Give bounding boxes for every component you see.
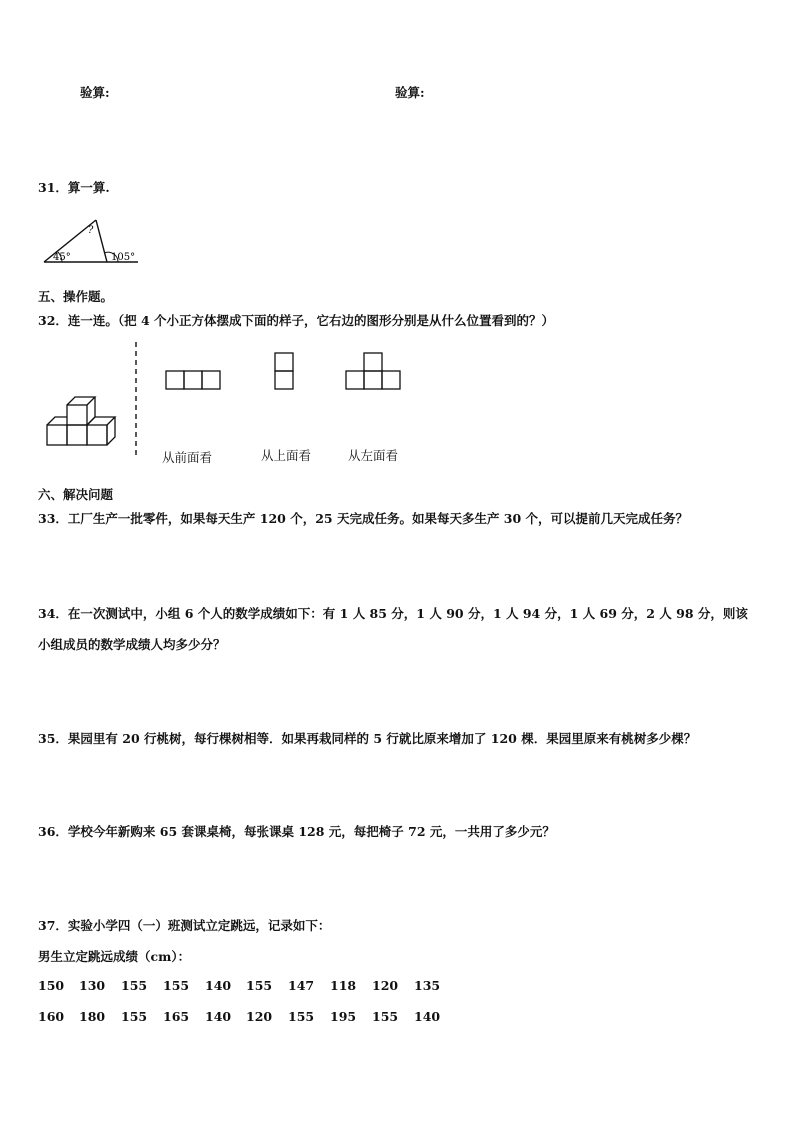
- score-value: 155: [372, 1009, 399, 1024]
- q33-text: 33．工厂生产一批零件，如果每天生产 120 个，25 天完成任务。如果每天多生产 30 个，可以提前几天完成任务？: [38, 511, 689, 526]
- cube-arrangement-figure: [46, 386, 126, 446]
- score-value: 155: [288, 1009, 315, 1024]
- score-value: 155: [121, 978, 148, 993]
- score-value: 140: [205, 978, 232, 993]
- score-value: 147: [288, 978, 315, 993]
- score-value: 120: [372, 978, 399, 993]
- section5-title: 五、操作题。: [38, 289, 114, 304]
- section6-title: 六、解决问题: [38, 487, 114, 502]
- score-value: 135: [414, 978, 441, 993]
- q37-subtitle: 男生立定跳远成绩（cm）：: [38, 949, 191, 964]
- score-value: 180: [79, 1009, 106, 1024]
- view-shape-t-shape: [345, 352, 403, 390]
- score-value: 150: [38, 978, 65, 993]
- score-value: 165: [163, 1009, 190, 1024]
- q34-text-line2: 小组成员的数学成绩人均多少分？: [38, 637, 226, 652]
- score-value: 155: [121, 1009, 148, 1024]
- scores-row-2: [0, 1009, 794, 1029]
- score-value: 155: [163, 978, 190, 993]
- scores-row-1: [0, 978, 794, 998]
- view-label-front: 从前面看: [162, 450, 213, 465]
- score-value: 120: [246, 1009, 273, 1024]
- view-label-left: 从左面看: [348, 448, 399, 463]
- q34-text-line1: 34．在一次测试中，小组 6 个人的数学成绩如下：有 1 人 85 分，1 人 90 分，1 人 94 分，1 人 69 分，2 人 98 分，则该: [38, 606, 748, 621]
- verify-label-left: 验算:: [80, 85, 110, 100]
- view-shape-column-of-two: [274, 352, 296, 390]
- score-value: 140: [205, 1009, 232, 1024]
- score-value: 140: [414, 1009, 441, 1024]
- score-value: 160: [38, 1009, 65, 1024]
- view-shape-row-of-three: [165, 370, 223, 390]
- dashed-divider: [134, 342, 138, 458]
- q35-text: 35．果园里有 20 行桃树，每行棵树相等．如果再栽同样的 5 行就比原来增加了 120 棵．果园里原来有桃树多少棵？: [38, 731, 697, 746]
- view-label-top: 从上面看: [261, 448, 312, 463]
- angle-right-label: 105°: [111, 252, 136, 263]
- q36-text: 36．学校今年新购来 65 套课桌椅，每张课桌 128 元，每把椅子 72 元，一共用了多少元？: [38, 824, 555, 839]
- angle-unknown-label: ?: [88, 225, 94, 236]
- score-value: 155: [246, 978, 273, 993]
- score-value: 130: [79, 978, 106, 993]
- verify-label-right: 验算:: [395, 85, 425, 100]
- triangle-figure: [40, 216, 150, 266]
- score-value: 118: [330, 978, 357, 993]
- q31-text: 31．算一算.: [38, 180, 110, 195]
- angle-left-label: 45°: [53, 252, 71, 263]
- q32-text: 32．连一连。（把 4 个小正方体摆成下面的样子，它右边的图形分别是从什么位置看到的？）: [38, 313, 555, 328]
- score-value: 195: [330, 1009, 357, 1024]
- q37-text: 37．实验小学四（一）班测试立定跳远，记录如下：: [38, 918, 331, 933]
